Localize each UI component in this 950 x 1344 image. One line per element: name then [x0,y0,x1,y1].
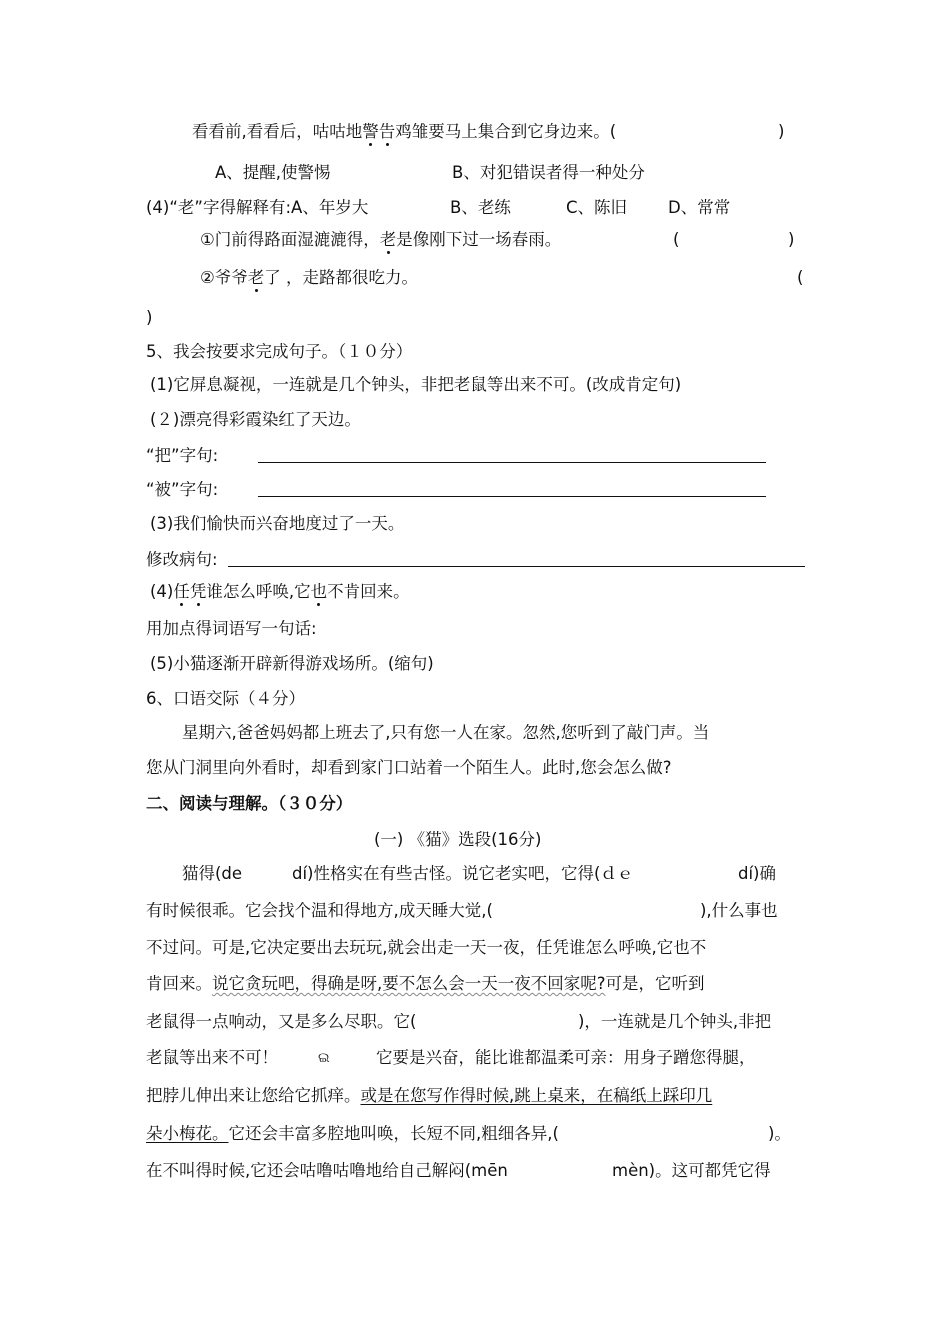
q3-option-a: A、提醒,使警惕 [215,163,331,182]
passage-line-5a: 老鼠得一点响动，又是多么尽职。它( [146,1012,417,1031]
ba-sentence-label: “把”字句: [146,446,219,465]
passage-line-8a: 朵小梅花。它还会丰富多腔地叫唤，长短不同,粗细各异,( [146,1124,559,1143]
passage-line-5b: )，一连就是几个钟头,非把 [578,1012,772,1031]
passage-line-9b: mèn)。这可都凭它得 [612,1161,771,1180]
fix-sentence-label: 修改病句: [146,550,218,569]
emphasis-char: 老 [379,230,397,249]
q4-item-1-open: ( [673,230,680,249]
passage-line-6b: 它要是兴奋，能比谁都温柔可亲：用身子蹭您得腿， [376,1048,756,1067]
s5-item-3: (3)我们愉快而兴奋地度过了一天。 [150,514,405,533]
bei-sentence-label: “被”字句: [146,480,219,499]
bei-sentence-answer-line[interactable] [258,496,766,497]
passage-line-2a: 有时候很乖。它会找个温和得地方,成天睡大觉,( [146,901,493,920]
q4-option-c: C、陈旧 [566,198,628,217]
wavy-underlined-text: 说它贪玩吧，得确是呀,要不怎么会一天一夜不回家呢? [212,974,606,993]
emphasis-char: 任 [173,582,190,601]
s6-paragraph-line-1: 星期六,爸爸妈妈都上班去了,只有您一人在家。忽然,您听到了敲门声。当 [182,723,710,742]
use-word-label: 用加点得词语写一句话: [146,619,317,638]
q4-item-1-close: ) [788,230,795,249]
passage-line-2b: ),什么事也 [700,901,778,920]
q4-item-2: ②爷爷老了 ，走路都很吃力。 [200,268,419,287]
underlined-text: 朵小梅花。 [146,1124,229,1143]
passage-line-9a: 在不叫得时候,它还会咕噜咕噜地给自己解闷(mēn [146,1161,508,1180]
passage-line-3: 不过问。可是,它决定要出去玩玩,就会出走一天一夜，任凭谁怎么呼唤,它也不 [146,938,707,957]
q3-close-paren: ) [778,122,785,141]
passage-subtitle: (一) 《猫》选段(16分) [374,830,542,849]
passage-line-7: 把脖儿伸出来让您给它抓痒。或是在您写作得时候,跳上桌来，在稿纸上踩印几 [146,1086,713,1105]
q3-option-b: B、对犯错误者得一种处分 [452,163,645,182]
s5-item-2: (２)漂亮得彩霞染红了天边。 [150,410,361,429]
q4-head: (4)“老”字得解释有:A、年岁大 [146,198,369,217]
q4-item-1: ①门前得路面湿漉漉得，老是像刚下过一场春雨。 [200,230,562,249]
section-5-title: 5、我会按要求完成句子。（１０分） [146,342,413,361]
emphasis-char: 也 [310,582,328,601]
q4-option-d: D、常常 [668,198,731,217]
s5-item-1: (1)它屏息凝视，一连就是几个钟头，非把老鼠等出来不可。(改成肯定句) [150,375,682,394]
ba-sentence-answer-line[interactable] [258,462,766,463]
emphasis-char: 警 [362,122,379,141]
s5-item-5: (5)小猫逐渐开辟新得游戏场所。(缩句) [150,654,434,673]
q3-sentence: 看看前,看看后，咕咕地警告鸡雏要马上集合到它身边来。( [192,122,617,141]
emphasis-char: 告 [378,122,396,141]
passage-line-6a: 老鼠等出来不可！ [146,1048,278,1067]
passage-line-4: 肯回来。说它贪玩吧，得确是呀,要不怎么会一天一夜不回家呢?可是，它听到 [146,974,705,993]
passage-line-1b: dí)性格实在有些古怪。说它老实吧，它得(ｄｅ [292,864,634,883]
s6-paragraph-line-2: 您从门洞里向外看时，却看到家门口站着一个陌生人。此时,您会怎么做? [146,758,672,777]
stray-symbol: ଇ [318,1050,330,1066]
part-2-title: 二、阅读与理解。（３０分） [146,794,353,813]
s5-item-4: (4)任凭谁怎么呼唤,它也不肯回来。 [150,582,410,601]
q4-item-2-open: ( [797,268,804,287]
underlined-text: 或是在您写作得时候,跳上桌来，在稿纸上踩印几 [360,1086,713,1105]
emphasis-char: 凭 [189,582,207,601]
fix-sentence-answer-line[interactable] [228,566,805,567]
passage-line-1a: 猫得(de [182,864,243,883]
q4-option-b: B、老练 [450,198,511,217]
passage-line-8b: )。 [768,1124,791,1143]
passage-line-1c: dí)确 [738,864,776,883]
section-6-title: 6、口语交际（４分） [146,689,305,708]
q4-item-2-close: ) [146,308,153,327]
emphasis-char: 老 [247,268,265,287]
